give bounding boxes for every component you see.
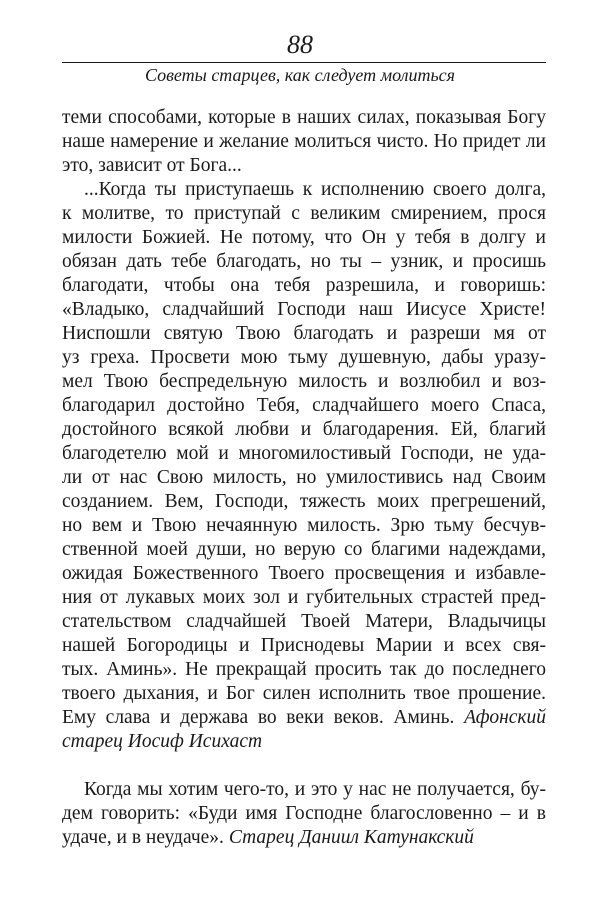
text-line	[62, 826, 546, 850]
text-line: благодати, чтобы она тебя разрешила, и говоришь:	[62, 275, 546, 296]
text-line: ли от нас Свою милость, но умилостивись над Своим	[62, 467, 546, 488]
text-line: благодетелю мой и многомилостивый Господи, не уда-	[62, 443, 546, 464]
closing-text: удаче, и в неудаче».	[62, 827, 224, 848]
text-line: благодарил достойно Тебя, сладчайшего моего Спаса,	[62, 395, 546, 416]
text-line: тых. Аминь». Не прекращай просить так до последнего	[62, 659, 546, 680]
text-line: теми способами, которые в наших силах, показывая Богу	[62, 107, 546, 128]
closing-text: Ему слава и держава во веки веков. Аминь.	[62, 707, 455, 728]
paragraph-gap	[62, 754, 546, 778]
attribution-text: Афонский	[464, 707, 547, 728]
page-number: 88	[287, 30, 313, 59]
text-line: к молитве, то приступай с великим смирением, прося	[62, 203, 546, 224]
attribution-line: старец Иосиф Исихаст	[62, 731, 263, 752]
text-line: достойного всякой любви и благодарения. Ей, благий	[62, 419, 546, 440]
body-text	[62, 106, 546, 850]
text-line: созданием. Вем, Господи, тяжесть моих прегрешений,	[62, 491, 546, 512]
text-line: наше намерение и желание молиться чисто. Но придет ли	[62, 131, 546, 152]
attribution-text: Старец Даниил Катунакский	[228, 827, 474, 848]
text-line: ственной моей души, но верую со благими надеждами,	[62, 539, 546, 560]
text-line: ния от лукавых моих зол и губительных страстей пред-	[62, 587, 546, 608]
text-line: обязан дать тебе благодать, но ты – узник, и просишь	[62, 251, 546, 272]
text-line: Ниспошли святую Твою благодать и разреши мя от	[62, 323, 546, 344]
text-line	[62, 706, 546, 730]
text-line: ожидая Божественного Твоего просвещения и избавле-	[62, 563, 546, 584]
text-line: нашей Богородицы и Приснодевы Марии и всех свя-	[62, 635, 546, 656]
running-title: Советы старцев, как следует молиться	[144, 65, 456, 85]
text-line: милости Божией. Не потому, что Он у тебя в долгу и	[62, 227, 546, 248]
text-line: но вем и Твою нечаянную милость. Зрю тьму бесчув-	[62, 515, 546, 536]
text-line: стательством сладчайшей Твоей Матери, Владычицы	[62, 611, 546, 632]
text-line: это, зависит от Бога...	[62, 155, 242, 176]
text-line: дем говорить: «Буди имя Господне благословенно – и в	[62, 803, 546, 824]
text-line: мел Твою беспредельную милость и возлюбил и воз-	[62, 371, 546, 392]
text-line: твоего дыхания, и Бог силен исполнить твое прошение.	[62, 683, 546, 704]
text-line: уз греха. Просвети мою тьму душевную, дабы уразу-	[62, 347, 546, 368]
text-line: ...Когда ты приступаешь к исполнению своего долга,	[84, 179, 546, 200]
text-line: «Владыко, сладчайший Господи наш Иисусе Христе!	[62, 299, 546, 320]
text-line: Когда мы хотим чего-то, и это у нас не получается, бу-	[84, 779, 546, 800]
